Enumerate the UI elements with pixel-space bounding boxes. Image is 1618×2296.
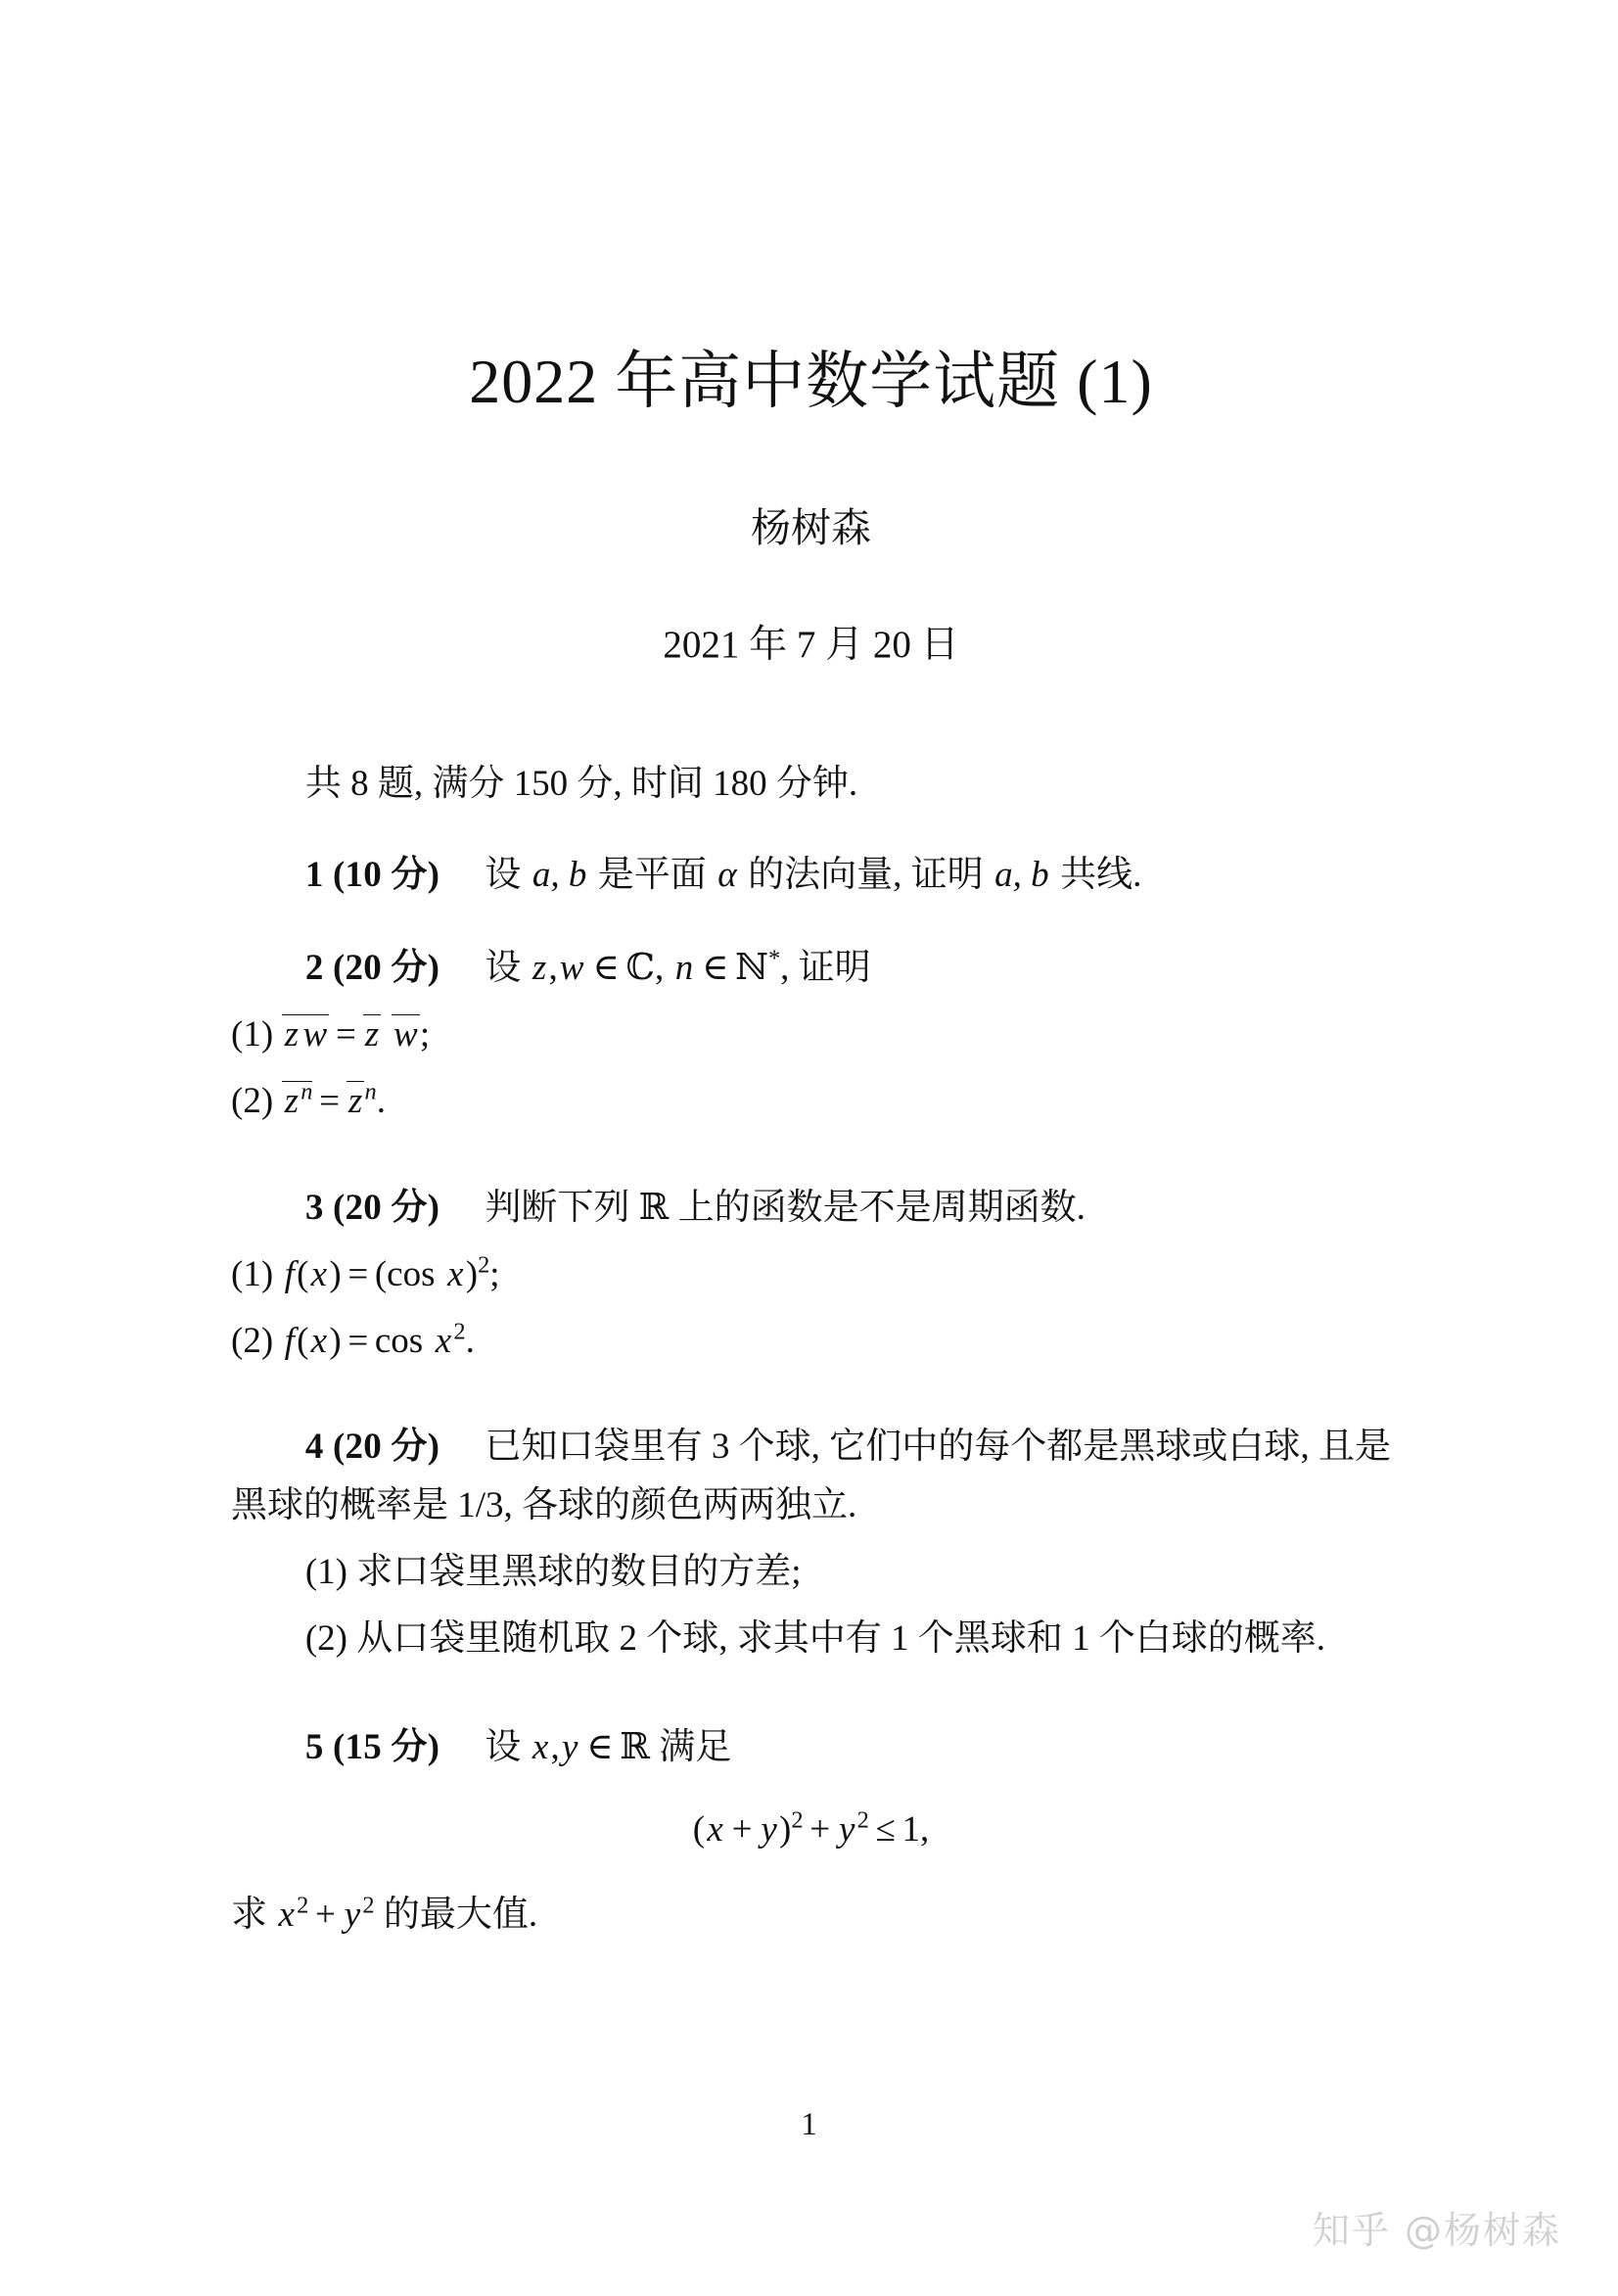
watermark: 知乎 @杨树森 bbox=[1312, 2209, 1561, 2252]
page-title: 2022 年高中数学试题 (1) bbox=[469, 347, 1153, 416]
problem-4 bbox=[231, 1418, 1391, 1535]
problem-1-label: 1 (10 分) bbox=[304, 855, 440, 896]
document-author: 杨树森 bbox=[751, 504, 871, 550]
exam-instructions: 共 8 题, 满分 150 分, 时间 180 分钟. bbox=[304, 763, 858, 804]
problem-3-item-2-math: $f(x) = \cos x^2$. bbox=[284, 1318, 475, 1362]
problem-3-item-2 bbox=[231, 1312, 1391, 1371]
problem-5 bbox=[231, 1717, 1391, 1777]
problem-2-item-1-marker: (1) bbox=[231, 1014, 274, 1055]
problem-3-item-1-math: f(x) = (cos x)$^2$; bbox=[284, 1251, 500, 1295]
problem-5-label: 5 (15 分) bbox=[304, 1726, 440, 1767]
problem-5-stem-end: 满足 bbox=[650, 1726, 732, 1767]
problem-1 bbox=[231, 846, 1391, 905]
problem-5-tail-end: 的最大值. bbox=[374, 1895, 538, 1936]
problem-5-equation: $(x + y)^2 + y^2 \le 1$, bbox=[692, 1806, 930, 1850]
problem-2-item-2-math: $z^n = z^n$. bbox=[282, 1081, 386, 1121]
problem-1-stem-mid: 是平面 bbox=[588, 855, 717, 896]
problem-4-stem: 已知口袋里有 3 个球, 它们中的每个都是黑球或白球, 且是黑球的概率是 1/3, 各球的颜色两两独立. bbox=[231, 1427, 1391, 1525]
problem-3-label: 3 (20 分) bbox=[304, 1188, 440, 1229]
problem-5-tail-expr: $x^2 + y^2$ bbox=[278, 1892, 375, 1936]
problem-5-tail-pre: 求 bbox=[231, 1895, 277, 1936]
problem-3-set: ℝ bbox=[638, 1186, 670, 1229]
problem-1-stem-post: 的法向量, 证明 bbox=[738, 855, 993, 896]
problem-2-set2: n ∈ ℕ* bbox=[674, 946, 781, 989]
problem-4-item-2 bbox=[231, 1610, 1391, 1668]
problem-3-stem-pre: 判断下列 bbox=[485, 1188, 639, 1229]
problem-5-tail bbox=[231, 1886, 1391, 1945]
problem-1-stem-pre: 设 bbox=[485, 855, 531, 896]
problem-5-vars: x,y ∈ ℝ bbox=[532, 1724, 651, 1767]
problem-3-item-2-marker: (2) bbox=[231, 1321, 274, 1362]
document-body bbox=[231, 669, 1391, 1945]
problem-2-item-1 bbox=[231, 1006, 1391, 1064]
problem-1-greek: α bbox=[717, 855, 737, 896]
problem-5-stem-pre: 设 bbox=[485, 1726, 531, 1767]
problem-4-item-1-marker: (1) bbox=[304, 1551, 347, 1592]
problem-2-item-1-math: z w = z w; bbox=[282, 1014, 430, 1054]
problem-2-item-2 bbox=[231, 1072, 1391, 1131]
problem-3-stem-end: 上的函数是不是周期函数. bbox=[669, 1188, 1086, 1229]
problem-4-item-1-text: 求口袋里黑球的数目的方差; bbox=[356, 1551, 802, 1592]
problem-4-item-1 bbox=[231, 1543, 1391, 1602]
problem-4-item-2-marker: (2) bbox=[304, 1617, 347, 1659]
problem-3 bbox=[231, 1178, 1391, 1238]
problem-1-vars2: a, b bbox=[994, 855, 1049, 896]
document-date: 2021 年 7 月 20 日 bbox=[663, 623, 959, 666]
problem-3-item-1 bbox=[231, 1245, 1391, 1304]
problem-2-item-2-marker: (2) bbox=[231, 1081, 274, 1122]
page-content bbox=[231, 0, 1391, 1978]
problem-2-set1: z,w ∈ ℂ bbox=[532, 946, 655, 989]
problem-4-item-2-text: 从口袋里随机取 2 个球, 求其中有 1 个黑球和 1 个白球的概率. bbox=[356, 1617, 1325, 1659]
problem-3-item-1-marker: (1) bbox=[231, 1254, 274, 1295]
problem-2-stem-sep: , bbox=[654, 948, 673, 989]
problem-1-vars: a, b bbox=[532, 855, 587, 896]
problem-1-stem-end: 共线. bbox=[1050, 855, 1142, 896]
problem-2 bbox=[231, 938, 1391, 998]
page-number: 1 bbox=[801, 2107, 817, 2142]
problem-4-label: 4 (20 分) bbox=[304, 1427, 440, 1468]
problem-2-label: 2 (20 分) bbox=[304, 948, 440, 989]
problem-2-stem-pre: 设 bbox=[485, 948, 531, 989]
problem-2-stem-end: , 证明 bbox=[780, 948, 871, 989]
